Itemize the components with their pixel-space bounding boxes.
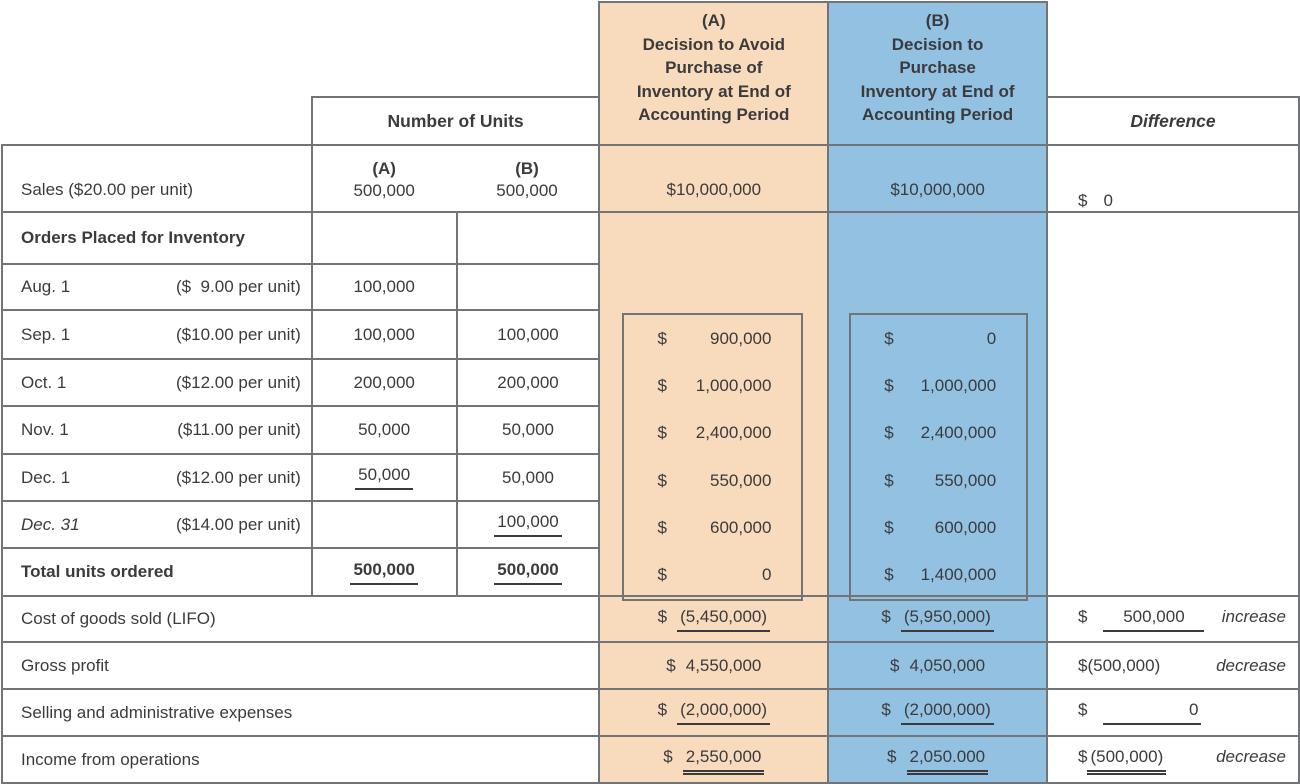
total-units-a: [312, 548, 457, 596]
column-a-tag: (A): [702, 11, 726, 30]
box-a-value-6: 0: [761, 565, 772, 585]
sales-units-b-tag: (B): [515, 159, 539, 178]
column-b-header-line2: Purchase: [899, 58, 976, 77]
gross-a-currency: $: [666, 655, 676, 675]
column-a-header-line4: Accounting Period: [638, 105, 790, 124]
income-diff-word: decrease: [1216, 747, 1286, 766]
order-nov1-label-cell: [2, 406, 312, 454]
orders-units-b-empty: [457, 212, 600, 264]
sales-units-a-value: 500,000: [353, 181, 415, 200]
box-b-currency-3: $: [884, 423, 894, 443]
box-b-value-6: 1,400,000: [920, 565, 997, 585]
order-aug1-units-b: [457, 264, 600, 310]
box-b-row-2: [851, 362, 1026, 409]
sales-label: Sales ($20.00 per unit): [2, 145, 312, 212]
box-b-row-1: [851, 315, 1026, 362]
sales-units-a: [313, 158, 456, 202]
box-b-row-4: [851, 457, 1026, 504]
top-left-empty-area: [2, 2, 599, 97]
box-a-value-5: 600,000: [709, 517, 772, 537]
order-dec31-date: Dec. 31: [21, 514, 80, 534]
order-dec31-price: ($14.00 per unit): [176, 514, 301, 534]
order-sep1-label-cell: [2, 310, 312, 359]
cogs-diff-word: increase: [1221, 606, 1286, 626]
order-nov1-units-a: 50,000: [312, 406, 457, 454]
order-dec31-units-b: [457, 501, 600, 548]
sales-difference-cell: [1047, 145, 1299, 212]
order-sep1-units-b: 100,000: [457, 310, 600, 359]
order-nov1-date: Nov. 1: [21, 420, 69, 439]
gross-diff-word: decrease: [1216, 655, 1286, 675]
orders-section-row: [2, 212, 1299, 264]
orders-section-label: Orders Placed for Inventory: [2, 212, 312, 264]
total-units-a-value: 500,000: [350, 560, 417, 585]
column-a-header: [599, 2, 828, 145]
selling-admin-amount-a: [599, 689, 828, 736]
column-a-header-line2: Purchase of: [665, 58, 763, 77]
sales-units-cell: [312, 145, 600, 212]
label-column-empty-header: [2, 97, 312, 145]
cogs-b-currency: $: [881, 606, 891, 626]
column-b-header: [828, 2, 1047, 145]
difference-middle-empty-cell: [1047, 212, 1299, 596]
column-a-order-amounts-cell: [599, 212, 828, 596]
sales-amount-b: $10,000,000: [828, 145, 1047, 212]
box-a-value-3: 2,400,000: [695, 423, 772, 443]
column-b-order-amounts-box: [849, 313, 1028, 601]
order-dec1-units-a: [312, 454, 457, 501]
selling-admin-amount-b: [828, 689, 1047, 736]
box-b-value-1: 0: [986, 328, 997, 348]
cogs-diff-currency: $: [1077, 606, 1088, 626]
difference-header: Difference: [1047, 97, 1299, 145]
order-aug1-price: ($ 9.00 per unit): [176, 277, 301, 296]
order-oct1-label-cell: [2, 359, 312, 406]
box-b-value-3: 2,400,000: [920, 423, 997, 443]
order-aug1-date: Aug. 1: [21, 277, 71, 296]
column-a-header-line1: Decision to Avoid: [642, 34, 785, 54]
box-b-currency-4: $: [884, 470, 894, 490]
cogs-a-currency: $: [657, 606, 668, 626]
income-amount-b: [828, 736, 1047, 783]
selling-admin-row: [2, 689, 1299, 736]
gross-b-currency: $: [890, 655, 900, 675]
sales-units-a-tag: (A): [372, 159, 396, 178]
income-diff-currency: $: [1077, 747, 1088, 766]
box-a-value-1: 900,000: [709, 328, 772, 348]
column-a-header-line3: Inventory at End of: [636, 81, 791, 101]
box-a-currency-1: $: [657, 328, 667, 348]
box-b-currency-6: $: [884, 565, 894, 585]
selling-a-value: (2,000,000): [677, 700, 770, 725]
income-a-currency: $: [663, 747, 673, 766]
cogs-difference-cell: [1047, 596, 1299, 642]
total-units-b: [457, 548, 600, 596]
box-a-row-4: [624, 457, 801, 504]
order-oct1-date: Oct. 1: [21, 372, 67, 392]
box-b-row-6: [851, 552, 1026, 599]
order-sep1-date: Sep. 1: [21, 324, 71, 344]
selling-diff-currency: $: [1077, 700, 1088, 719]
cogs-amount-b: [828, 596, 1047, 642]
cogs-a-value: (5,450,000): [677, 607, 770, 632]
cogs-b-value: (5,950,000): [901, 607, 994, 632]
sales-units-b: [456, 158, 599, 202]
order-dec1-units-b: 50,000: [457, 454, 600, 501]
order-dec1-label-cell: [2, 454, 312, 501]
gross-profit-amount-a: [599, 642, 828, 689]
box-b-currency-2: $: [884, 375, 894, 395]
column-b-header-line1: Decision to: [891, 34, 984, 54]
header-row-top: [2, 2, 1299, 97]
income-operations-label: Income from operations: [2, 736, 599, 783]
order-dec31-label-cell: [2, 501, 312, 548]
sales-amount-a: $10,000,000: [599, 145, 828, 212]
selling-admin-label: Selling and administrative expenses: [2, 689, 599, 736]
box-b-currency-5: $: [884, 517, 894, 537]
number-of-units-header: Number of Units: [312, 97, 600, 145]
selling-b-currency: $: [881, 700, 891, 719]
column-b-header-line4: Accounting Period: [862, 105, 1014, 124]
cogs-amount-a: [599, 596, 828, 642]
box-a-currency-4: $: [657, 470, 667, 490]
income-difference-cell: [1047, 736, 1299, 783]
order-oct1-units-a: 200,000: [312, 359, 457, 406]
box-a-currency-3: $: [657, 423, 667, 443]
box-a-value-2: 1,000,000: [695, 375, 772, 395]
order-dec31-units-a: [312, 501, 457, 548]
box-a-currency-6: $: [657, 565, 667, 585]
cogs-label: Cost of goods sold (LIFO): [2, 596, 599, 642]
sales-diff-currency: $: [1077, 191, 1088, 210]
order-sep1-units-a: 100,000: [312, 310, 457, 359]
box-b-currency-1: $: [884, 328, 894, 348]
income-operations-row: [2, 736, 1299, 783]
gross-diff-value: (500,000): [1087, 655, 1161, 675]
column-a-order-amounts-box: [622, 313, 803, 601]
gross-profit-row: [2, 642, 1299, 689]
box-a-row-1: [624, 315, 801, 362]
order-aug1-units-a: 100,000: [312, 264, 457, 310]
gross-diff-currency: $: [1077, 655, 1088, 675]
top-right-empty-area: [1047, 2, 1299, 97]
selling-diff-value: 0: [1103, 700, 1201, 725]
inventory-decision-comparison-table: [1, 1, 1300, 784]
order-dec1-units-a-value: 50,000: [355, 465, 413, 490]
income-b-value: 2,050.000: [907, 747, 989, 772]
column-b-tag: (B): [925, 11, 950, 30]
order-dec1-price: ($12.00 per unit): [176, 467, 301, 487]
order-aug1-label-cell: [2, 264, 312, 310]
gross-a-value: 4,550,000: [685, 655, 762, 675]
column-b-header-line3: Inventory at End of: [860, 81, 1015, 101]
box-a-currency-5: $: [657, 517, 667, 537]
income-b-currency: $: [887, 747, 897, 766]
order-dec1-date: Dec. 1: [21, 467, 71, 487]
order-sep1-price: ($10.00 per unit): [176, 324, 301, 344]
income-amount-a: [599, 736, 828, 783]
order-nov1-units-b: 50,000: [457, 406, 600, 454]
box-b-value-4: 550,000: [934, 470, 997, 490]
income-diff-value: (500,000): [1087, 747, 1166, 772]
cogs-diff-value: 500,000: [1103, 607, 1204, 632]
order-oct1-units-b: 200,000: [457, 359, 600, 406]
orders-units-a-empty: [312, 212, 457, 264]
box-a-value-4: 550,000: [709, 470, 772, 490]
box-a-row-2: [624, 362, 801, 409]
sales-diff-value: 0: [1103, 191, 1113, 210]
box-a-row-6: [624, 552, 801, 599]
box-b-row-5: [851, 504, 1026, 551]
selling-b-value: (2,000,000): [901, 700, 994, 725]
box-b-row-3: [851, 410, 1026, 457]
order-nov1-price: ($11.00 per unit): [177, 420, 301, 439]
column-b-order-amounts-cell: [828, 212, 1047, 596]
box-b-value-5: 600,000: [934, 517, 997, 537]
sales-units-b-value: 500,000: [496, 181, 558, 200]
box-a-row-5: [624, 504, 801, 551]
order-oct1-price: ($12.00 per unit): [176, 372, 301, 392]
gross-profit-amount-b: [828, 642, 1047, 689]
income-a-value: 2,550,000: [683, 747, 765, 772]
selling-a-currency: $: [657, 700, 668, 719]
cogs-row: [2, 596, 1299, 642]
gross-profit-difference-cell: [1047, 642, 1299, 689]
box-b-value-2: 1,000,000: [920, 375, 997, 395]
order-dec31-units-b-value: 100,000: [494, 512, 561, 537]
selling-admin-difference-cell: [1047, 689, 1299, 736]
sales-row: [2, 145, 1299, 212]
box-a-row-3: [624, 410, 801, 457]
gross-profit-label: Gross profit: [2, 642, 599, 689]
total-units-label: Total units ordered: [2, 548, 312, 596]
box-a-currency-2: $: [657, 375, 667, 395]
total-units-b-value: 500,000: [494, 560, 561, 585]
gross-b-value: 4,050,000: [909, 655, 986, 675]
